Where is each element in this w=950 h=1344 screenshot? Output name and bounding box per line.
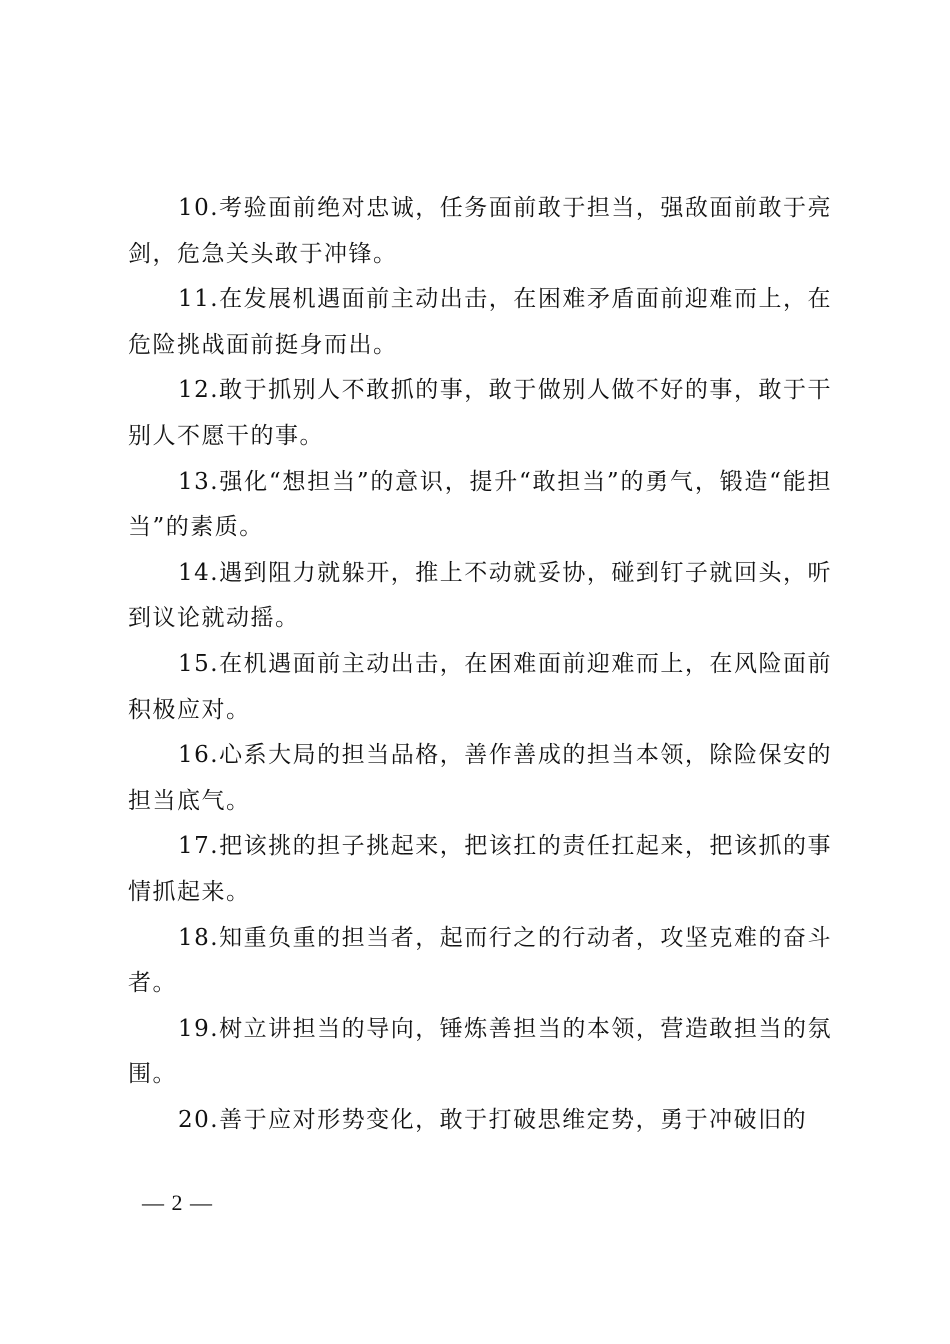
- paragraph-16: 16.心系大局的担当品格，善作善成的担当本领，除险保安的担当底气。: [128, 742, 832, 814]
- paragraph-15: 15.在机遇面前主动出击，在困难面前迎难而上，在风险面前积极应对。: [128, 650, 832, 723]
- page-number: — 2 —: [142, 1190, 213, 1215]
- paragraph-18: 18.知重负重的担当者，起而行之的行动者，攻坚克难的奋斗者。: [128, 924, 832, 997]
- paragraph-12: 12.敢于抓别人不敢抓的事，敢于做别人做不好的事，敢于干别人不愿干的事。: [128, 377, 832, 449]
- paragraph-14: 14.遇到阻力就躲开，推上不动就妥协，碰到钉子就回头，听到议论就动摇。: [128, 559, 832, 632]
- paragraph-11: 11.在发展机遇面前主动出击，在困难矛盾面前迎难而上，在危险挑战面前挺身而出。: [128, 286, 832, 358]
- paragraph-10: 10.考验面前绝对忠诚，任务面前敢于担当，强敌面前敢于亮剑，危急关头敢于冲锋。: [128, 195, 832, 267]
- document-body: [128, 186, 832, 1143]
- paragraph-13: 13.强化“想担当”的意识，提升“敢担当”的勇气，锻造“能担当”的素质。: [128, 468, 832, 541]
- paragraph-20: 20.善于应对形势变化，敢于打破思维定势，勇于冲破旧的: [178, 1106, 808, 1133]
- paragraph-19: 19.树立讲担当的导向，锤炼善担当的本领，营造敢担当的氛围。: [128, 1015, 832, 1088]
- paragraph-17: 17.把该挑的担子挑起来，把该扛的责任扛起来，把该抓的事情抓起来。: [128, 833, 832, 905]
